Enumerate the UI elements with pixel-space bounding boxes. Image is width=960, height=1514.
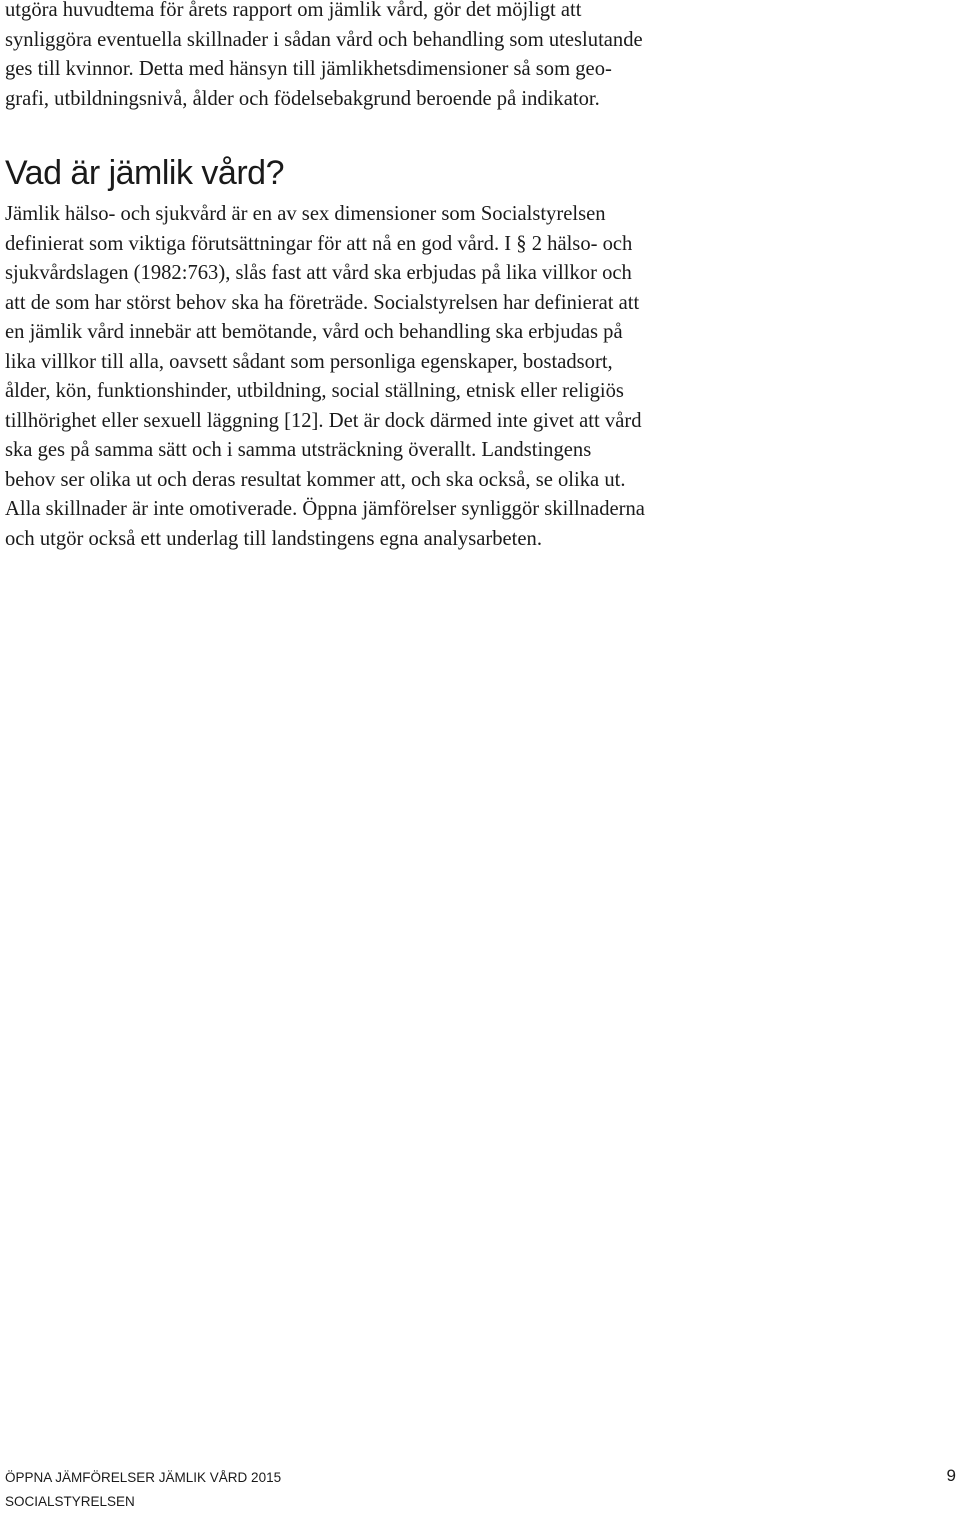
text-line: synliggöra eventuella skillnader i sådan vård och behandling som uteslutande [5,28,643,51]
footer-publisher: SOCIALSTYRELSEN [5,1494,135,1509]
text-line: behov ser olika ut och deras resultat kommer att, och ska också, se olika ut. [5,468,626,491]
body-paragraph [5,200,955,554]
text-line: definierat som viktiga förutsättningar för att nå en god vård. I § 2 hälso- och [5,232,633,255]
text-line: en jämlik vård innebär att bemötande, vård och behandling ska erbjudas på [5,321,623,343]
text-line: Jämlik hälso- och sjukvård är en av sex dimensioner som Socialstyrelsen [5,203,606,225]
text-line: ges till kvinnor. Detta med hänsyn till jämlikhetsdimensioner så som geo- [5,58,612,80]
text-line: lika villkor till alla, oavsett sådant som personliga egenskaper, bostadsort, [5,350,613,373]
text-line: Alla skillnader är inte omotiverade. Öppna jämförelser synliggör skillnaderna [5,498,645,520]
text-line: och utgör också ett underlag till landstingens egna analysarbeten. [5,527,542,550]
intro-paragraph [5,0,955,114]
section-heading: Vad är jämlik vård? [5,154,284,192]
text-line: att de som har störst behov ska ha företräde. Socialstyrelsen har definierat att [5,291,640,314]
text-line: ska ges på samma sätt och i samma utsträckning överallt. Landstingens [5,439,592,461]
text-line: sjukvårdslagen (1982:763), slås fast att vård ska erbjudas på lika villkor och [5,262,632,284]
footer-report-title: ÖPPNA JÄMFÖRELSER JÄMLIK VÅRD 2015 [5,1470,282,1485]
text-line: grafi, utbildningsnivå, ålder och födelsebakgrund beroende på indikator. [5,87,600,110]
footer-info [5,1466,281,1514]
text-line: ålder, kön, funktionshinder, utbildning, social ställning, etnisk eller religiös [5,380,624,402]
document-page [5,0,955,554]
text-line: tillhörighet eller sexuell läggning [12]. Det är dock därmed inte givet att vård [5,409,642,432]
text-line: utgöra huvudtema för årets rapport om jämlik vård, gör det möjligt att [5,0,582,21]
page-number: 9 [946,1466,956,1485]
